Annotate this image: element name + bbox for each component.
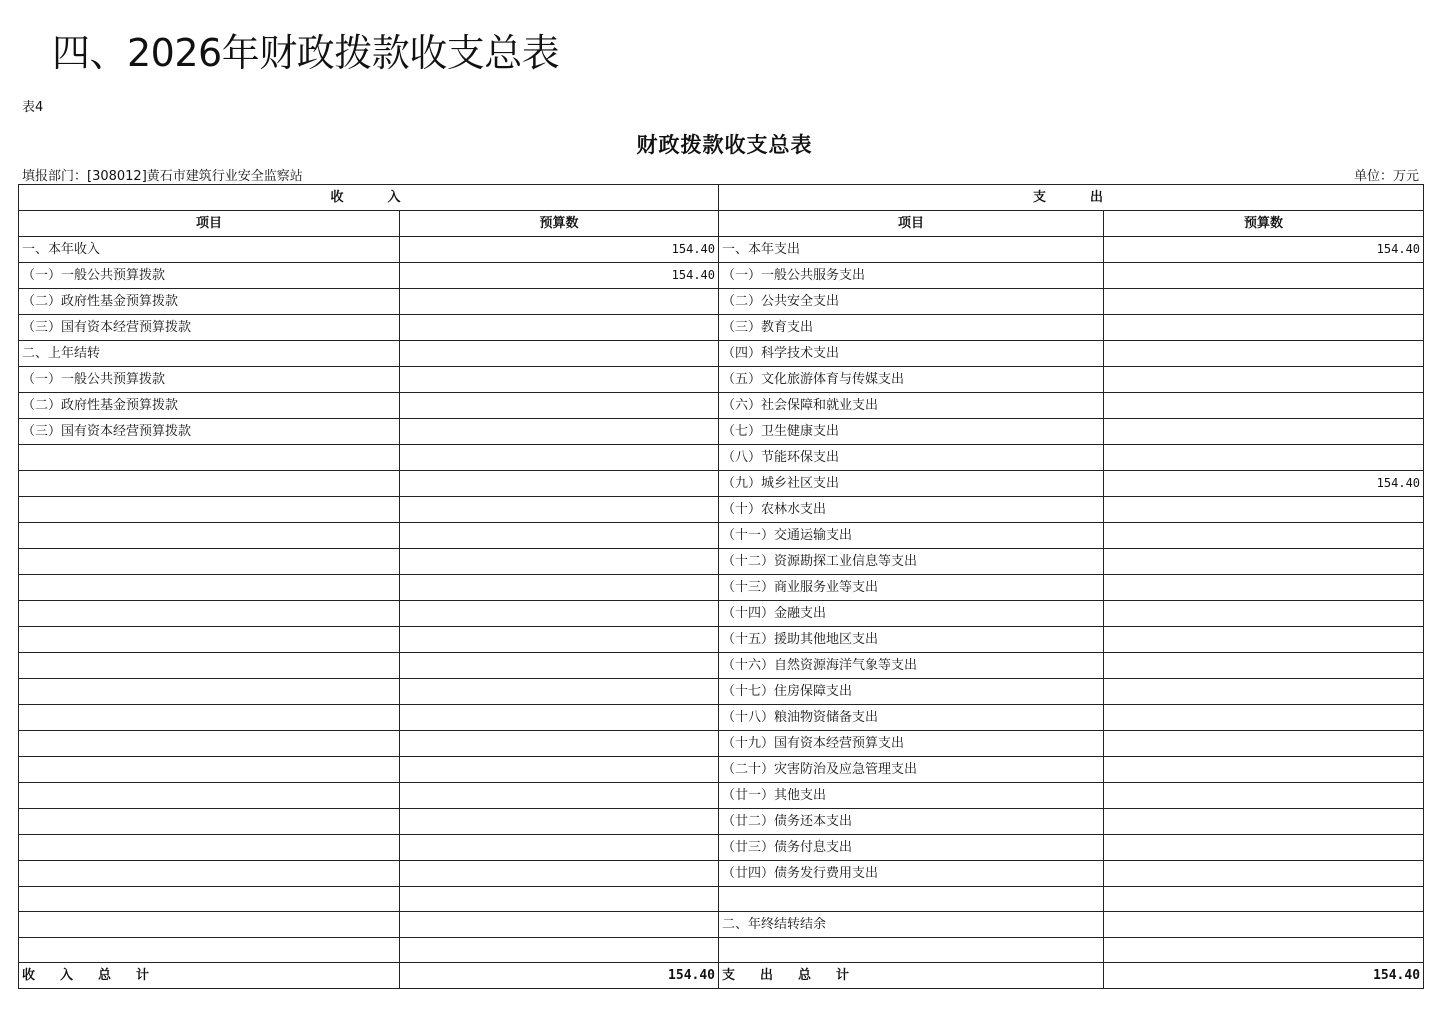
expense-value-cell bbox=[1104, 549, 1424, 575]
expense-value-cell bbox=[1104, 835, 1424, 861]
expense-item-cell: 一、本年支出 bbox=[719, 237, 1104, 263]
unit-label: 单位：万元 bbox=[1353, 169, 1419, 184]
income-value-cell bbox=[400, 783, 719, 809]
table-row bbox=[19, 263, 1424, 289]
income-item-cell bbox=[19, 912, 400, 938]
table-row bbox=[19, 367, 1424, 393]
table-row bbox=[19, 653, 1424, 679]
income-item-cell: （二）政府性基金预算拨款 bbox=[19, 393, 400, 419]
reporting-department: 填报部门：[308012]黄石市建筑行业安全监察站 bbox=[22, 169, 303, 184]
expense-budget-header: 预算数 bbox=[1104, 211, 1424, 237]
expense-value-cell bbox=[1104, 731, 1424, 757]
table-row bbox=[19, 471, 1424, 497]
expense-value-cell bbox=[1104, 783, 1424, 809]
income-value-cell bbox=[400, 367, 719, 393]
income-value-cell bbox=[400, 341, 719, 367]
expense-item-cell: （廿一）其他支出 bbox=[719, 783, 1104, 809]
income-item-cell: 二、上年结转 bbox=[19, 341, 400, 367]
expense-value-cell bbox=[1104, 627, 1424, 653]
expense-item-cell: （廿三）债务付息支出 bbox=[719, 835, 1104, 861]
expense-item-cell: （廿二）债务还本支出 bbox=[719, 809, 1104, 835]
income-budget-header: 预算数 bbox=[400, 211, 719, 237]
expense-value-cell bbox=[1104, 912, 1424, 938]
table-number: 表4 bbox=[22, 100, 44, 115]
income-item-cell: （三）国有资本经营预算拨款 bbox=[19, 315, 400, 341]
table-row bbox=[19, 835, 1424, 861]
income-value-cell bbox=[400, 705, 719, 731]
income-value-cell bbox=[400, 523, 719, 549]
income-value-cell bbox=[400, 653, 719, 679]
expense-value-cell bbox=[1104, 938, 1424, 963]
expense-value-cell bbox=[1104, 393, 1424, 419]
table-group-header bbox=[19, 185, 1424, 211]
expense-item-cell: （十八）粮油物资储备支出 bbox=[719, 705, 1104, 731]
expense-item-cell bbox=[719, 887, 1104, 912]
expense-value-cell bbox=[1104, 367, 1424, 393]
expense-total-value: 154.40 bbox=[1104, 963, 1424, 989]
expense-value-cell bbox=[1104, 341, 1424, 367]
income-item-cell bbox=[19, 835, 400, 861]
table-row bbox=[19, 938, 1424, 963]
table-row bbox=[19, 549, 1424, 575]
expense-item-cell: （十四）金融支出 bbox=[719, 601, 1104, 627]
table-row bbox=[19, 731, 1424, 757]
income-item-cell bbox=[19, 861, 400, 887]
expense-value-cell bbox=[1104, 263, 1424, 289]
income-item-cell bbox=[19, 627, 400, 653]
expense-value-cell bbox=[1104, 601, 1424, 627]
table-row bbox=[19, 757, 1424, 783]
expense-item-cell: （七）卫生健康支出 bbox=[719, 419, 1104, 445]
table-row bbox=[19, 705, 1424, 731]
table-row bbox=[19, 809, 1424, 835]
expense-group-header: 支 出 bbox=[719, 185, 1424, 211]
expense-item-cell: （十二）资源勘探工业信息等支出 bbox=[719, 549, 1104, 575]
income-value-cell bbox=[400, 601, 719, 627]
income-value-cell: 154.40 bbox=[400, 237, 719, 263]
table-row bbox=[19, 601, 1424, 627]
expense-value-cell bbox=[1104, 497, 1424, 523]
expense-value-cell bbox=[1104, 679, 1424, 705]
income-value-cell bbox=[400, 835, 719, 861]
expense-value-cell: 154.40 bbox=[1104, 237, 1424, 263]
income-item-cell bbox=[19, 731, 400, 757]
table-row bbox=[19, 237, 1424, 263]
income-total-value: 154.40 bbox=[400, 963, 719, 989]
expense-value-cell bbox=[1104, 575, 1424, 601]
expense-item-header: 项目 bbox=[719, 211, 1104, 237]
income-value-cell bbox=[400, 912, 719, 938]
expense-value-cell bbox=[1104, 315, 1424, 341]
expense-item-cell: （三）教育支出 bbox=[719, 315, 1104, 341]
income-item-cell: （二）政府性基金预算拨款 bbox=[19, 289, 400, 315]
income-item-cell bbox=[19, 549, 400, 575]
expense-item-cell: （五）文化旅游体育与传媒支出 bbox=[719, 367, 1104, 393]
income-value-cell bbox=[400, 627, 719, 653]
expense-item-cell: （四）科学技术支出 bbox=[719, 341, 1104, 367]
income-value-cell bbox=[400, 445, 719, 471]
income-value-cell bbox=[400, 497, 719, 523]
income-value-cell bbox=[400, 575, 719, 601]
table-row bbox=[19, 861, 1424, 887]
income-item-cell bbox=[19, 783, 400, 809]
income-item-cell bbox=[19, 757, 400, 783]
expense-value-cell bbox=[1104, 289, 1424, 315]
income-value-cell: 154.40 bbox=[400, 263, 719, 289]
expense-item-cell: （九）城乡社区支出 bbox=[719, 471, 1104, 497]
income-value-cell bbox=[400, 419, 719, 445]
income-item-cell bbox=[19, 471, 400, 497]
income-value-cell bbox=[400, 315, 719, 341]
income-value-cell bbox=[400, 938, 719, 963]
total-row bbox=[19, 963, 1424, 989]
income-value-cell bbox=[400, 289, 719, 315]
table-row bbox=[19, 887, 1424, 912]
expense-value-cell bbox=[1104, 809, 1424, 835]
budget-table bbox=[18, 184, 1424, 989]
expense-value-cell bbox=[1104, 523, 1424, 549]
expense-total-label: 支 出 总 计 bbox=[719, 963, 1104, 989]
expense-item-cell: （十七）住房保障支出 bbox=[719, 679, 1104, 705]
expense-value-cell bbox=[1104, 653, 1424, 679]
income-value-cell bbox=[400, 679, 719, 705]
expense-item-cell: （二十）灾害防治及应急管理支出 bbox=[719, 757, 1104, 783]
income-value-cell bbox=[400, 393, 719, 419]
expense-item-cell: （一）一般公共服务支出 bbox=[719, 263, 1104, 289]
income-item-cell bbox=[19, 809, 400, 835]
income-value-cell bbox=[400, 731, 719, 757]
income-item-cell bbox=[19, 523, 400, 549]
expense-item-cell: （十）农林水支出 bbox=[719, 497, 1104, 523]
table-row bbox=[19, 679, 1424, 705]
income-value-cell bbox=[400, 861, 719, 887]
income-item-cell bbox=[19, 445, 400, 471]
expense-value-cell bbox=[1104, 861, 1424, 887]
income-item-cell bbox=[19, 705, 400, 731]
income-item-cell bbox=[19, 679, 400, 705]
expense-value-cell bbox=[1104, 419, 1424, 445]
table-row bbox=[19, 497, 1424, 523]
expense-value-cell: 154.40 bbox=[1104, 471, 1424, 497]
table-row bbox=[19, 523, 1424, 549]
expense-item-cell: （二）公共安全支出 bbox=[719, 289, 1104, 315]
table-row bbox=[19, 783, 1424, 809]
expense-value-cell bbox=[1104, 887, 1424, 912]
expense-item-cell: （十六）自然资源海洋气象等支出 bbox=[719, 653, 1104, 679]
income-value-cell bbox=[400, 471, 719, 497]
table-column-header bbox=[19, 211, 1424, 237]
expense-value-cell bbox=[1104, 445, 1424, 471]
expense-item-cell: （十三）商业服务业等支出 bbox=[719, 575, 1104, 601]
income-value-cell bbox=[400, 757, 719, 783]
table-row bbox=[19, 393, 1424, 419]
table-row bbox=[19, 445, 1424, 471]
expense-item-cell: 二、年终结转结余 bbox=[719, 912, 1104, 938]
expense-value-cell bbox=[1104, 757, 1424, 783]
income-item-cell bbox=[19, 497, 400, 523]
income-item-cell bbox=[19, 938, 400, 963]
income-group-header: 收 入 bbox=[19, 185, 719, 211]
table-row bbox=[19, 575, 1424, 601]
income-value-cell bbox=[400, 549, 719, 575]
income-item-header: 项目 bbox=[19, 211, 400, 237]
income-item-cell bbox=[19, 653, 400, 679]
table-body bbox=[19, 237, 1424, 963]
income-item-cell: （一）一般公共预算拨款 bbox=[19, 263, 400, 289]
table-title: 财政拨款收支总表 bbox=[636, 133, 813, 157]
expense-item-cell bbox=[719, 938, 1104, 963]
income-item-cell bbox=[19, 887, 400, 912]
expense-value-cell bbox=[1104, 705, 1424, 731]
table-row bbox=[19, 419, 1424, 445]
income-item-cell: 一、本年收入 bbox=[19, 237, 400, 263]
income-item-cell bbox=[19, 601, 400, 627]
income-value-cell bbox=[400, 887, 719, 912]
income-total-label: 收 入 总 计 bbox=[19, 963, 400, 989]
expense-item-cell: （八）节能环保支出 bbox=[719, 445, 1104, 471]
income-item-cell bbox=[19, 575, 400, 601]
page-heading: 四、2026年财政拨款收支总表 bbox=[52, 31, 560, 75]
table-row bbox=[19, 912, 1424, 938]
expense-item-cell: （十一）交通运输支出 bbox=[719, 523, 1104, 549]
expense-item-cell: （十五）援助其他地区支出 bbox=[719, 627, 1104, 653]
table-row bbox=[19, 315, 1424, 341]
table-row bbox=[19, 341, 1424, 367]
income-item-cell: （三）国有资本经营预算拨款 bbox=[19, 419, 400, 445]
income-item-cell: （一）一般公共预算拨款 bbox=[19, 367, 400, 393]
expense-item-cell: （十九）国有资本经营预算支出 bbox=[719, 731, 1104, 757]
expense-item-cell: （六）社会保障和就业支出 bbox=[719, 393, 1104, 419]
income-value-cell bbox=[400, 809, 719, 835]
expense-item-cell: （廿四）债务发行费用支出 bbox=[719, 861, 1104, 887]
table-row bbox=[19, 289, 1424, 315]
table-row bbox=[19, 627, 1424, 653]
